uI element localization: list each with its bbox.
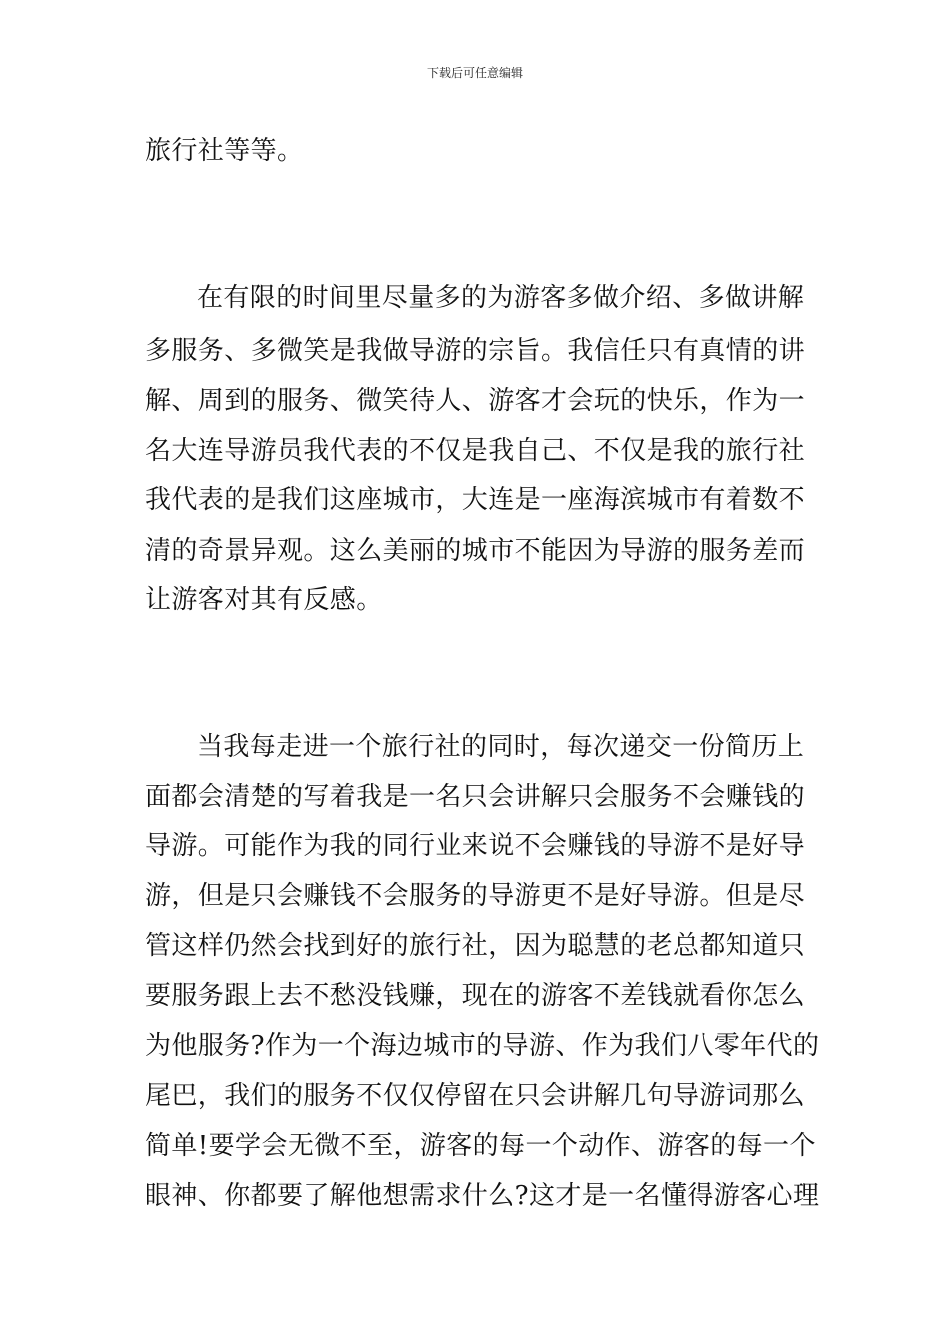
text-line: 游，但是只会赚钱不会服务的导游更不是好导游。但是尽 [145,881,806,911]
text-line: 多服务、多微笑是我做导游的宗旨。我信任只有真情的讲 [145,336,806,366]
text-line: 当我每走进一个旅行社的同时，每次递交一份简历上 [197,732,805,762]
text-line: 简单!要学会无微不至，游客的每一个动作、游客的每一个 [145,1131,816,1161]
text-line: 为他服务?作为一个海边城市的导游、作为我们八零年代的 [145,1031,820,1061]
text-line: 要服务跟上去不愁没钱赚，现在的游客不差钱就看你怎么 [145,981,806,1011]
text-line: 旅行社等等。 [145,136,304,166]
page-header-note: 下载后可任意编辑 [426,66,523,80]
text-line: 清的奇景异观。这么美丽的城市不能因为导游的服务差而 [145,536,806,566]
text-line: 让游客对其有反感。 [145,585,383,615]
text-line: 名大连导游员我代表的不仅是我自己、不仅是我的旅行社 [145,436,806,466]
text-line: 导游。可能作为我的同行业来说不会赚钱的导游不是好导 [145,831,806,861]
text-line: 管这样仍然会找到好的旅行社，因为聪慧的老总都知道只 [145,931,806,961]
text-line: 解、周到的服务、微笑待人、游客才会玩的快乐，作为一 [145,386,806,416]
text-line: 在有限的时间里尽量多的为游客多做介绍、多做讲解 [197,283,805,313]
text-line: 尾巴，我们的服务不仅仅停留在只会讲解几句导游词那么 [145,1081,806,1111]
text-line: 我代表的是我们这座城市，大连是一座海滨城市有着数不 [145,485,806,515]
text-line: 眼神、你都要了解他想需求什么?这才是一名懂得游客心理 [145,1181,820,1211]
text-line: 面都会清楚的写着我是一名只会讲解只会服务不会赚钱的 [145,782,806,812]
